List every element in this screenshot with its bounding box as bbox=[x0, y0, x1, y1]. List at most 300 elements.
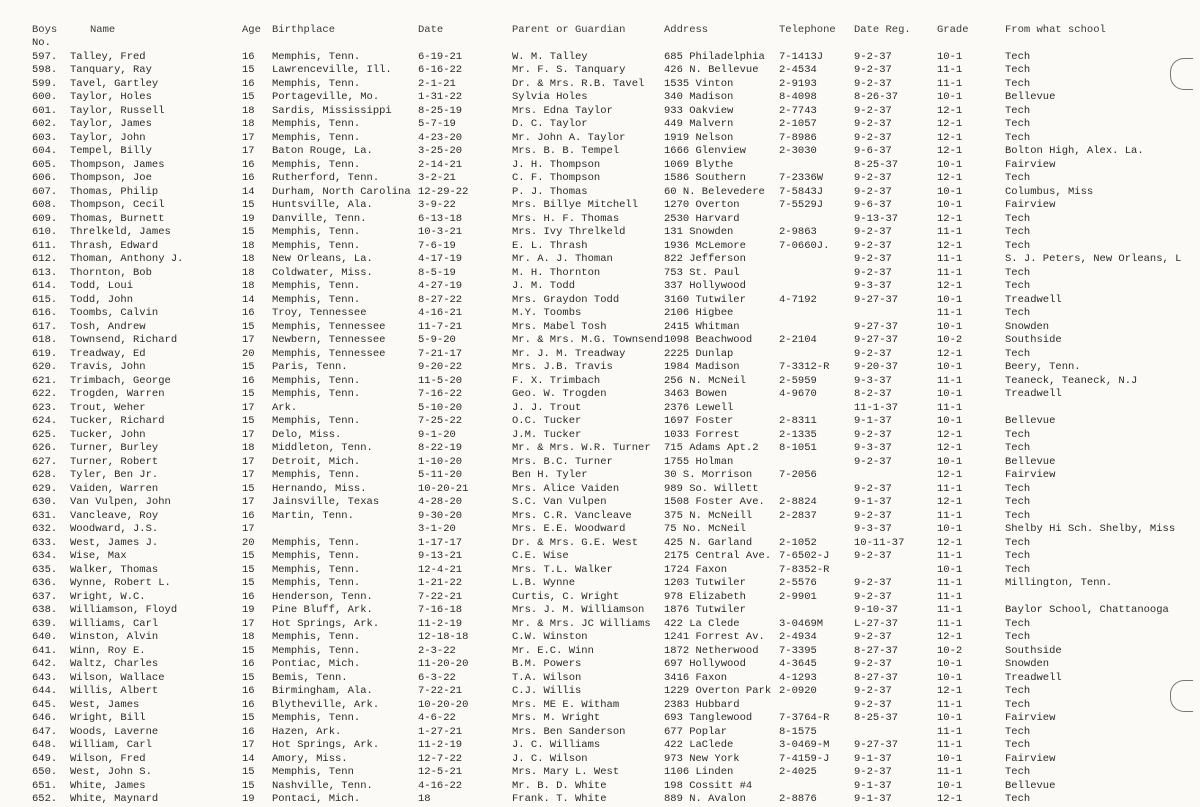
birthplace-cell: Memphis, Tennessee bbox=[272, 320, 386, 333]
table-row bbox=[0, 496, 1200, 510]
student-name-cell: West, James J. bbox=[70, 536, 159, 549]
birth-date-cell: 7-16-22 bbox=[418, 388, 463, 400]
row-number-cell: 651. bbox=[32, 779, 58, 792]
age-cell: 18 bbox=[242, 104, 255, 117]
age-cell: 15 bbox=[242, 779, 255, 792]
row-number-cell: 633. bbox=[32, 536, 58, 549]
header-no: No. bbox=[32, 37, 51, 49]
row-number-cell: 605. bbox=[32, 158, 58, 171]
address-cell: 1876 Tutwiler bbox=[664, 604, 746, 616]
previous-school-cell: Tech bbox=[1005, 104, 1031, 117]
previous-school-cell: Tech bbox=[1005, 550, 1031, 562]
age-cell: 15 bbox=[242, 64, 255, 76]
age-cell: 15 bbox=[242, 482, 255, 495]
parent-guardian-cell: Dr. & Mrs. G.E. West bbox=[512, 536, 639, 549]
parent-guardian-cell: Mrs. T.L. Walker bbox=[512, 563, 613, 576]
telephone-cell: 3-0469M bbox=[779, 617, 824, 630]
address-cell: 60 N. Belevedere bbox=[664, 185, 765, 198]
birthplace-cell: Memphis, Tenn. bbox=[272, 158, 361, 171]
student-name-cell: Thompson, James bbox=[70, 158, 165, 171]
birth-date-cell: 7-22-21 bbox=[418, 685, 463, 697]
age-cell: 17 bbox=[242, 145, 255, 157]
column-header-row bbox=[0, 24, 1200, 38]
grade-cell: 11-1 bbox=[937, 725, 963, 738]
previous-school-cell: Tech bbox=[1005, 496, 1031, 508]
grade-cell: 11-1 bbox=[937, 766, 963, 778]
birthplace-cell: Troy, Tennessee bbox=[272, 307, 367, 319]
telephone-cell: 7-8986 bbox=[779, 131, 817, 144]
grade-cell: 12-1 bbox=[937, 428, 963, 441]
header-boys-no: Boys bbox=[32, 24, 58, 36]
student-name-cell: Woods, Laverne bbox=[70, 725, 159, 738]
previous-school-cell: Tech bbox=[1005, 631, 1031, 643]
parent-guardian-cell: L.B. Wynne bbox=[512, 577, 576, 589]
parent-guardian-cell: J. C. Williams bbox=[512, 739, 601, 751]
age-cell: 15 bbox=[242, 550, 255, 562]
age-cell: 16 bbox=[242, 698, 255, 711]
date-registered-cell: 9-2-37 bbox=[854, 347, 892, 360]
birthplace-cell: Ark. bbox=[272, 401, 298, 414]
address-cell: 449 Malvern bbox=[664, 118, 734, 130]
age-cell: 15 bbox=[242, 199, 255, 211]
birthplace-cell: Hazen, Ark. bbox=[272, 725, 342, 738]
student-name-cell: Tucker, John bbox=[70, 428, 146, 441]
table-row bbox=[0, 645, 1200, 659]
telephone-cell: 7-5529J bbox=[779, 199, 824, 211]
grade-cell: 10-1 bbox=[937, 361, 963, 373]
grade-cell: 12-1 bbox=[937, 239, 963, 252]
grade-cell: 10-1 bbox=[937, 658, 963, 670]
table-row bbox=[0, 267, 1200, 281]
birth-date-cell: 10-20-21 bbox=[418, 482, 469, 495]
birthplace-cell: Pontiac, Mich. bbox=[272, 658, 361, 670]
telephone-cell: 2-5959 bbox=[779, 374, 817, 387]
student-name-cell: Vaiden, Warren bbox=[70, 482, 159, 495]
birth-date-cell: 9-20-22 bbox=[418, 361, 463, 373]
grade-cell: 10-1 bbox=[937, 91, 963, 103]
student-name-cell: Wright, Bill bbox=[70, 712, 146, 724]
age-cell: 18 bbox=[242, 442, 255, 454]
parent-guardian-cell: Mr. J. M. Treadway bbox=[512, 347, 626, 360]
birthplace-cell: Memphis, Tenn. bbox=[272, 712, 361, 724]
parent-guardian-cell: Mrs. H. F. Thomas bbox=[512, 212, 620, 225]
student-name-cell: Trogden, Warren bbox=[70, 388, 165, 400]
grade-cell: 11-1 bbox=[937, 482, 963, 495]
previous-school-cell: Tech bbox=[1005, 239, 1031, 252]
address-cell: 3416 Faxon bbox=[664, 671, 728, 684]
student-name-cell: Tyler, Ben Jr. bbox=[70, 469, 159, 481]
birth-date-cell: 1-21-22 bbox=[418, 577, 463, 589]
previous-school-cell: Bellevue bbox=[1005, 415, 1056, 427]
birth-date-cell: 4-23-20 bbox=[418, 131, 463, 144]
birthplace-cell: Delo, Miss. bbox=[272, 428, 342, 441]
table-row bbox=[0, 537, 1200, 551]
table-row bbox=[0, 51, 1200, 65]
age-cell: 17 bbox=[242, 401, 255, 414]
student-name-cell: Thomas, Burnett bbox=[70, 212, 165, 225]
birthplace-cell: Memphis, Tenn. bbox=[272, 131, 361, 144]
birthplace-cell: Lawrenceville, Ill. bbox=[272, 64, 392, 76]
previous-school-cell: Tech bbox=[1005, 509, 1031, 522]
birth-date-cell: 11-2-19 bbox=[418, 617, 463, 630]
parent-guardian-cell: J. H. Thompson bbox=[512, 158, 601, 171]
date-registered-cell: 8-27-37 bbox=[854, 671, 899, 684]
date-registered-cell: 9-13-37 bbox=[854, 212, 899, 225]
birth-date-cell: 12-29-22 bbox=[418, 185, 469, 198]
previous-school-cell: Tech bbox=[1005, 482, 1031, 495]
age-cell: 14 bbox=[242, 293, 255, 306]
table-row bbox=[0, 469, 1200, 483]
birthplace-cell: Durham, North Carolina bbox=[272, 185, 411, 198]
date-registered-cell: 9-2-37 bbox=[854, 766, 892, 778]
table-row bbox=[0, 375, 1200, 389]
birth-date-cell: 7-6-19 bbox=[418, 239, 456, 252]
row-number-cell: 648. bbox=[32, 739, 58, 751]
address-cell: 1984 Madison bbox=[664, 361, 740, 373]
previous-school-cell: Tech bbox=[1005, 793, 1031, 805]
date-registered-cell: 9-1-37 bbox=[854, 793, 892, 805]
date-registered-cell: 9-2-37 bbox=[854, 590, 892, 603]
previous-school-cell: Fairview bbox=[1005, 158, 1056, 171]
parent-guardian-cell: Mrs. Ivy Threlkeld bbox=[512, 226, 626, 238]
student-name-cell: Threlkeld, James bbox=[70, 226, 171, 238]
student-name-cell: Wilson, Fred bbox=[70, 752, 146, 765]
telephone-cell: 7-2056 bbox=[779, 469, 817, 481]
date-registered-cell: 9-2-37 bbox=[854, 266, 892, 279]
birthplace-cell: Martin, Tenn. bbox=[272, 509, 354, 522]
table-row bbox=[0, 321, 1200, 335]
telephone-cell: 2-8824 bbox=[779, 496, 817, 508]
header-name: Name bbox=[90, 24, 116, 36]
birth-date-cell: 9-1-20 bbox=[418, 428, 456, 441]
row-number-cell: 626. bbox=[32, 442, 58, 454]
telephone-cell: 2-7743 bbox=[779, 104, 817, 117]
previous-school-cell: Tech bbox=[1005, 563, 1031, 576]
telephone-cell: 2-4534 bbox=[779, 64, 817, 76]
address-cell: 822 Jefferson bbox=[664, 253, 746, 265]
student-name-cell: Travis, John bbox=[70, 361, 146, 373]
row-number-cell: 625. bbox=[32, 428, 58, 441]
age-cell: 17 bbox=[242, 455, 255, 468]
parent-guardian-cell: F. X. Trimbach bbox=[512, 374, 601, 387]
student-name-cell: Williams, Carl bbox=[70, 617, 159, 630]
previous-school-cell: Tech bbox=[1005, 64, 1031, 76]
parent-guardian-cell: Mrs. E.E. Woodward bbox=[512, 523, 626, 535]
table-row bbox=[0, 483, 1200, 497]
birth-date-cell: 12-7-22 bbox=[418, 752, 463, 765]
grade-cell: 11-1 bbox=[937, 550, 963, 562]
header-date-reg: Date Reg. bbox=[854, 24, 911, 36]
date-registered-cell: 8-25-37 bbox=[854, 158, 899, 171]
birthplace-cell: Memphis, Tenn. bbox=[272, 374, 361, 387]
table-row bbox=[0, 132, 1200, 146]
row-number-cell: 599. bbox=[32, 77, 58, 90]
previous-school-cell: Beery, Tenn. bbox=[1005, 361, 1081, 373]
student-name-cell: Tosh, Andrew bbox=[70, 320, 146, 333]
table-row bbox=[0, 294, 1200, 308]
address-cell: 1697 Foster bbox=[664, 415, 734, 427]
table-row bbox=[0, 456, 1200, 470]
age-cell: 17 bbox=[242, 334, 255, 346]
address-cell: 1586 Southern bbox=[664, 172, 746, 184]
address-cell: 1069 Blythe bbox=[664, 158, 734, 171]
table-row bbox=[0, 550, 1200, 564]
address-cell: 2225 Dunlap bbox=[664, 347, 734, 360]
grade-cell: 11-1 bbox=[937, 577, 963, 589]
address-cell: 75 No. McNeil bbox=[664, 523, 746, 535]
previous-school-cell: Fairview bbox=[1005, 469, 1056, 481]
previous-school-cell: Bellevue bbox=[1005, 455, 1056, 468]
table-row bbox=[0, 577, 1200, 591]
birth-date-cell: 18 bbox=[418, 793, 431, 805]
parent-guardian-cell: Mr. B. D. White bbox=[512, 779, 607, 792]
student-name-cell: Taylor, Holes bbox=[70, 91, 152, 103]
student-name-cell: Taylor, James bbox=[70, 118, 152, 130]
student-name-cell: Toombs, Calvin bbox=[70, 307, 159, 319]
address-cell: 1872 Netherwood bbox=[664, 644, 759, 657]
parent-guardian-cell: D. C. Taylor bbox=[512, 118, 588, 130]
age-cell: 17 bbox=[242, 469, 255, 481]
row-number-cell: 618. bbox=[32, 334, 58, 346]
telephone-cell: 7-5843J bbox=[779, 185, 824, 198]
grade-cell: 12-1 bbox=[937, 145, 963, 157]
birthplace-cell: Memphis, Tenn. bbox=[272, 388, 361, 400]
birthplace-cell: Memphis, Tennessee bbox=[272, 347, 386, 360]
grade-cell: 10-1 bbox=[937, 415, 963, 427]
table-row bbox=[0, 334, 1200, 348]
previous-school-cell: Treadwell bbox=[1005, 671, 1062, 684]
birthplace-cell: Memphis, Tenn. bbox=[272, 77, 361, 90]
previous-school-cell: Tech bbox=[1005, 698, 1031, 711]
date-registered-cell: 9-3-37 bbox=[854, 280, 892, 292]
table-row bbox=[0, 442, 1200, 456]
parent-guardian-cell: Geo. W. Trogden bbox=[512, 388, 607, 400]
table-row bbox=[0, 510, 1200, 524]
parent-guardian-cell: W. M. Talley bbox=[512, 50, 588, 63]
date-registered-cell: 9-2-37 bbox=[854, 685, 892, 697]
address-cell: 1919 Nelson bbox=[664, 131, 734, 144]
telephone-cell: 2-1052 bbox=[779, 536, 817, 549]
age-cell: 15 bbox=[242, 563, 255, 576]
age-cell: 15 bbox=[242, 577, 255, 589]
previous-school-cell: Tech bbox=[1005, 685, 1031, 697]
table-row bbox=[0, 361, 1200, 375]
birth-date-cell: 5-11-20 bbox=[418, 469, 463, 481]
birthplace-cell: Memphis, Tenn. bbox=[272, 550, 361, 562]
birthplace-cell: Detroit, Mich. bbox=[272, 455, 361, 468]
date-registered-cell: 9-2-37 bbox=[854, 455, 892, 468]
address-cell: 425 N. Garland bbox=[664, 536, 753, 549]
birth-date-cell: 2-14-21 bbox=[418, 158, 463, 171]
grade-cell: 10-1 bbox=[937, 563, 963, 576]
table-row bbox=[0, 226, 1200, 240]
previous-school-cell: Tech bbox=[1005, 131, 1031, 144]
student-name-cell: White, Maynard bbox=[70, 793, 159, 805]
student-name-cell: Talley, Fred bbox=[70, 50, 146, 63]
telephone-cell: 8-1051 bbox=[779, 442, 817, 454]
header-address: Address bbox=[664, 24, 709, 36]
row-number-cell: 644. bbox=[32, 685, 58, 697]
row-number-cell: 604. bbox=[32, 145, 58, 157]
date-registered-cell: 8-27-37 bbox=[854, 644, 899, 657]
telephone-cell: 4-3645 bbox=[779, 658, 817, 670]
date-registered-cell: 9-3-37 bbox=[854, 523, 892, 535]
birthplace-cell: Paris, Tenn. bbox=[272, 361, 348, 373]
previous-school-cell: Bellevue bbox=[1005, 779, 1056, 792]
age-cell: 16 bbox=[242, 172, 255, 184]
header-age: Age bbox=[242, 24, 261, 36]
parent-guardian-cell: Curtis, C. Wright bbox=[512, 590, 620, 603]
parent-guardian-cell: J.M. Tucker bbox=[512, 428, 582, 441]
student-name-cell: Tavel, Gartley bbox=[70, 77, 159, 90]
student-name-cell: Van Vulpen, John bbox=[70, 496, 171, 508]
telephone-cell: 7-3764-R bbox=[779, 712, 830, 724]
date-registered-cell: 9-6-37 bbox=[854, 199, 892, 211]
parent-guardian-cell: J. M. Todd bbox=[512, 280, 576, 292]
age-cell: 20 bbox=[242, 536, 255, 549]
age-cell: 17 bbox=[242, 131, 255, 144]
table-row bbox=[0, 631, 1200, 645]
date-registered-cell: 9-27-37 bbox=[854, 739, 899, 751]
birth-date-cell: 3-25-20 bbox=[418, 145, 463, 157]
row-number-cell: 608. bbox=[32, 199, 58, 211]
parent-guardian-cell: O.C. Tucker bbox=[512, 415, 582, 427]
birthplace-cell: Newbern, Tennessee bbox=[272, 334, 386, 346]
grade-cell: 11-1 bbox=[937, 401, 963, 414]
row-number-cell: 649. bbox=[32, 752, 58, 765]
date-registered-cell: 9-20-37 bbox=[854, 361, 899, 373]
age-cell: 15 bbox=[242, 388, 255, 400]
student-name-cell: Taylor, John bbox=[70, 131, 146, 144]
parent-guardian-cell: C.W. Winston bbox=[512, 631, 588, 643]
row-number-cell: 598. bbox=[32, 64, 58, 76]
birth-date-cell: 1-27-21 bbox=[418, 725, 463, 738]
birth-date-cell: 12-5-21 bbox=[418, 766, 463, 778]
student-name-cell: West, James bbox=[70, 698, 140, 711]
parent-guardian-cell: Mrs. ME E. Witham bbox=[512, 698, 620, 711]
age-cell: 15 bbox=[242, 91, 255, 103]
address-cell: 3160 Tutwiler bbox=[664, 293, 746, 306]
date-registered-cell: 9-2-37 bbox=[854, 253, 892, 265]
address-cell: 1666 Glenview bbox=[664, 145, 746, 157]
row-number-cell: 647. bbox=[32, 725, 58, 738]
birthplace-cell: New Orleans, La. bbox=[272, 253, 373, 265]
telephone-cell: 7-3312-R bbox=[779, 361, 830, 373]
date-registered-cell: 9-1-37 bbox=[854, 496, 892, 508]
grade-cell: 10-1 bbox=[937, 752, 963, 765]
telephone-cell: 4-9670 bbox=[779, 388, 817, 400]
address-cell: 1270 Overton bbox=[664, 199, 740, 211]
student-name-cell: Wise, Max bbox=[70, 550, 127, 562]
telephone-cell: 2-9863 bbox=[779, 226, 817, 238]
parent-guardian-cell: Mr. John A. Taylor bbox=[512, 131, 626, 144]
table-row bbox=[0, 240, 1200, 254]
age-cell: 14 bbox=[242, 752, 255, 765]
birth-date-cell: 3-1-20 bbox=[418, 523, 456, 535]
previous-school-cell: Fairview bbox=[1005, 712, 1056, 724]
table-row bbox=[0, 415, 1200, 429]
grade-cell: 12-1 bbox=[937, 280, 963, 292]
row-number-cell: 610. bbox=[32, 226, 58, 238]
table-row bbox=[0, 793, 1200, 807]
student-name-cell: Trout, Weher bbox=[70, 401, 146, 414]
grade-cell: 11-1 bbox=[937, 590, 963, 603]
student-name-cell: West, John S. bbox=[70, 766, 152, 778]
birth-date-cell: 1-31-22 bbox=[418, 91, 463, 103]
address-cell: 933 Oakview bbox=[664, 104, 734, 117]
row-number-cell: 650. bbox=[32, 766, 58, 778]
previous-school-cell: Tech bbox=[1005, 118, 1031, 130]
grade-cell: 11-1 bbox=[937, 226, 963, 238]
student-name-cell: Thomas, Philip bbox=[70, 185, 159, 198]
student-name-cell: Todd, Loui bbox=[70, 280, 134, 292]
table-row bbox=[0, 685, 1200, 699]
student-name-cell: Tempel, Billy bbox=[70, 145, 152, 157]
birth-date-cell: 9-13-21 bbox=[418, 550, 463, 562]
row-number-cell: 597. bbox=[32, 50, 58, 63]
row-number-cell: 640. bbox=[32, 631, 58, 643]
grade-cell: 12-1 bbox=[937, 172, 963, 184]
grade-cell: 10-1 bbox=[937, 388, 963, 400]
date-registered-cell: 9-2-37 bbox=[854, 104, 892, 117]
previous-school-cell: Baylor School, Chattanooga bbox=[1005, 604, 1169, 616]
age-cell: 17 bbox=[242, 496, 255, 508]
telephone-cell: 2-3030 bbox=[779, 145, 817, 157]
telephone-cell: 2-2104 bbox=[779, 334, 817, 346]
grade-cell: 12-1 bbox=[937, 104, 963, 117]
birthplace-cell: Pontaci, Mich. bbox=[272, 793, 361, 805]
row-number-cell: 632. bbox=[32, 523, 58, 535]
previous-school-cell: Tech bbox=[1005, 280, 1031, 292]
previous-school-cell: Tech bbox=[1005, 307, 1031, 319]
grade-cell: 10-1 bbox=[937, 779, 963, 792]
birth-date-cell: 11-5-20 bbox=[418, 374, 463, 387]
age-cell: 16 bbox=[242, 158, 255, 171]
parent-guardian-cell: C.E. Wise bbox=[512, 550, 569, 562]
address-cell: 978 Elizabeth bbox=[664, 590, 746, 603]
row-number-cell: 643. bbox=[32, 671, 58, 684]
grade-cell: 11-1 bbox=[937, 307, 963, 319]
row-number-cell: 601. bbox=[32, 104, 58, 117]
date-registered-cell: 9-2-37 bbox=[854, 698, 892, 711]
date-registered-cell: 9-27-37 bbox=[854, 334, 899, 346]
date-registered-cell: 9-3-37 bbox=[854, 442, 892, 454]
telephone-cell: 7-0660J. bbox=[779, 239, 830, 252]
birthplace-cell: Middleton, Tenn. bbox=[272, 442, 373, 454]
table-row bbox=[0, 402, 1200, 416]
parent-guardian-cell: Mr. & Mrs. W.R. Turner bbox=[512, 442, 651, 454]
previous-school-cell: Columbus, Miss bbox=[1005, 185, 1094, 198]
telephone-cell: 2-4025 bbox=[779, 766, 817, 778]
parent-guardian-cell: Mr. & Mrs. JC Williams bbox=[512, 617, 651, 630]
birthplace-cell: Memphis, Tenn. bbox=[272, 415, 361, 427]
header-birthplace: Birthplace bbox=[272, 24, 336, 36]
birth-date-cell: 4-17-19 bbox=[418, 253, 463, 265]
telephone-cell: 7-8352-R bbox=[779, 563, 830, 576]
row-number-cell: 617. bbox=[32, 320, 58, 333]
header-telephone: Telephone bbox=[779, 24, 836, 36]
birthplace-cell: Jainsville, Texas bbox=[272, 496, 380, 508]
date-registered-cell: L-27-37 bbox=[854, 617, 899, 630]
parent-guardian-cell: Mrs. B. B. Tempel bbox=[512, 145, 620, 157]
row-number-cell: 600. bbox=[32, 91, 58, 103]
telephone-cell: 7-2336W bbox=[779, 172, 824, 184]
address-cell: 1936 McLemore bbox=[664, 239, 746, 252]
row-number-cell: 635. bbox=[32, 563, 58, 576]
age-cell: 15 bbox=[242, 415, 255, 427]
birth-date-cell: 3-2-21 bbox=[418, 172, 456, 184]
grade-cell: 11-1 bbox=[937, 739, 963, 751]
